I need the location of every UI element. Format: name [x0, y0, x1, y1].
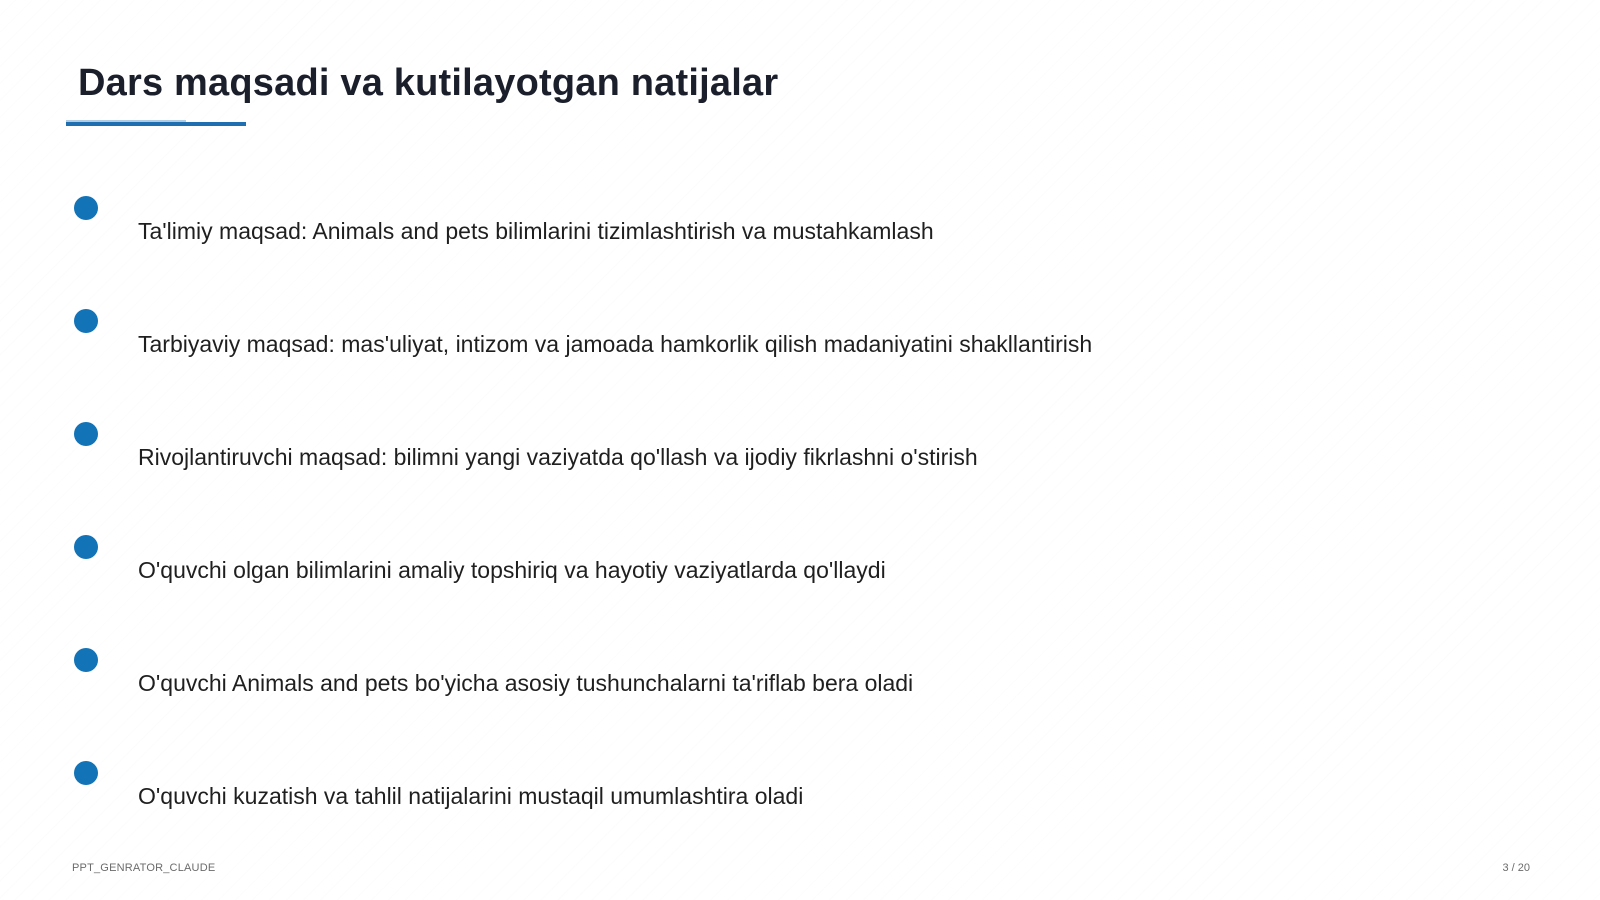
bullet-text: O'quvchi kuzatish va tahlil natijalarini mustaqil umumlashtira oladi — [138, 783, 804, 809]
bullet-item — [0, 535, 1600, 595]
bullet-item — [0, 761, 1600, 821]
slide-title: Dars maqsadi va kutilayotgan natijalar — [78, 62, 779, 104]
bullet-dot-icon — [74, 761, 98, 785]
bullet-text: Tarbiyaviy maqsad: mas'uliyat, intizom va jamoada hamkorlik qilish madaniyatini shakllantirish — [138, 331, 1093, 357]
bullet-item — [0, 309, 1600, 369]
bullet-item — [0, 648, 1600, 708]
bullet-dot-icon — [74, 535, 98, 559]
bullet-dot-icon — [74, 648, 98, 672]
bullet-item — [0, 196, 1600, 256]
bullet-dot-icon — [74, 422, 98, 446]
bullet-text: Ta'limiy maqsad: Animals and pets bilimlarini tizimlashtirish va mustahkamlash — [138, 218, 934, 244]
bullet-dot-icon — [74, 309, 98, 333]
bullet-text: O'quvchi Animals and pets bo'yicha asosiy tushunchalarni ta'riflab bera oladi — [138, 670, 914, 696]
bullet-text: Rivojlantiruvchi maqsad: bilimni yangi vaziyatda qo'llash va ijodiy fikrlashni o'stirish — [138, 444, 978, 470]
bullet-text: O'quvchi olgan bilimlarini amaliy topshiriq va hayotiy vaziyatlarda qo'llaydi — [138, 557, 886, 583]
bullet-dot-icon — [74, 196, 98, 220]
page-indicator: 3 / 20 — [1502, 862, 1530, 874]
bullet-item — [0, 422, 1600, 482]
footer-generator-label: PPT_GENRATOR_CLAUDE — [72, 862, 216, 874]
